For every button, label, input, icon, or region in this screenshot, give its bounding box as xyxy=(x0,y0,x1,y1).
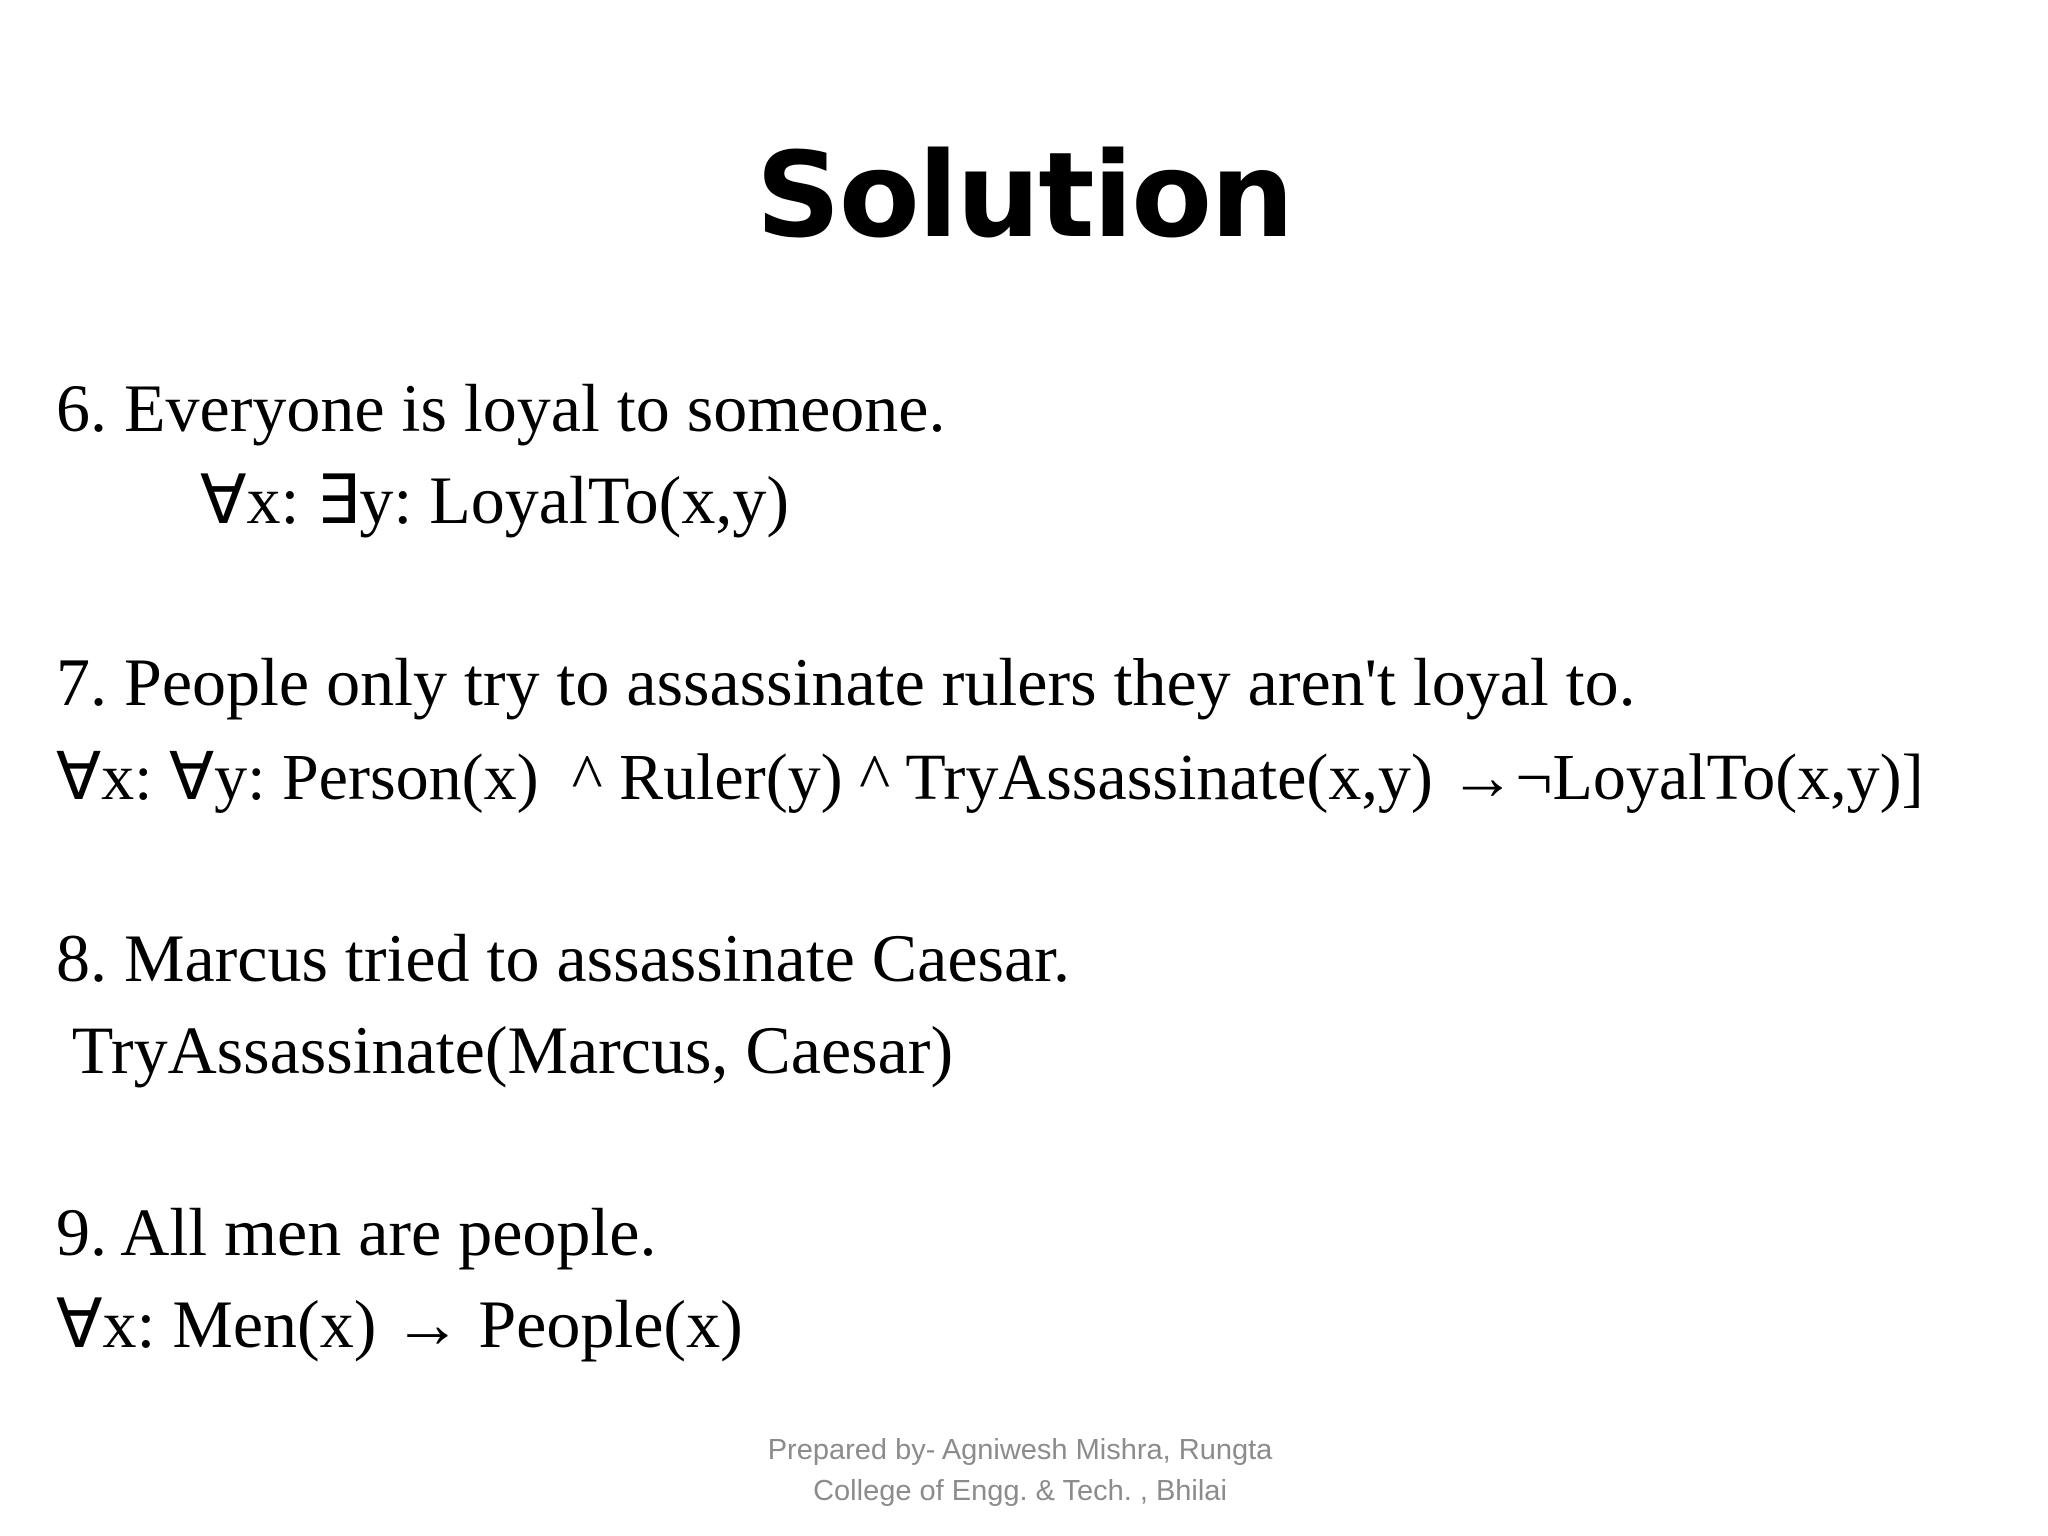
footer-line-1: Prepared by- Agniwesh Mishra, Rungta xyxy=(767,1434,1273,1466)
statement-8: 8. Marcus tried to assassinate Caesar. xyxy=(56,920,1071,996)
statement-9: 9. All men are people. xyxy=(56,1194,657,1270)
footer-line-2: College of Engg. & Tech. , Bhilai xyxy=(813,1475,1227,1507)
formula-8: TryAssassinate(Marcus, Caesar) xyxy=(56,1012,954,1088)
formula-7: ∀x: ∀y: Person(x) ^ Ruler(y) ^ TryAssassinate(x,y) →¬LoyalTo(x,y)] xyxy=(56,741,1924,814)
formula-9: ∀x: Men(x) → People(x) xyxy=(56,1286,743,1362)
statement-7: 7. People only try to assassinate rulers they aren't loyal to. xyxy=(56,644,1636,720)
slide-title: Solution xyxy=(755,126,1293,264)
formula-6: ∀x: ∃y: LoyalTo(x,y) xyxy=(200,462,789,538)
statement-6: 6. Everyone is loyal to someone. xyxy=(56,370,946,446)
